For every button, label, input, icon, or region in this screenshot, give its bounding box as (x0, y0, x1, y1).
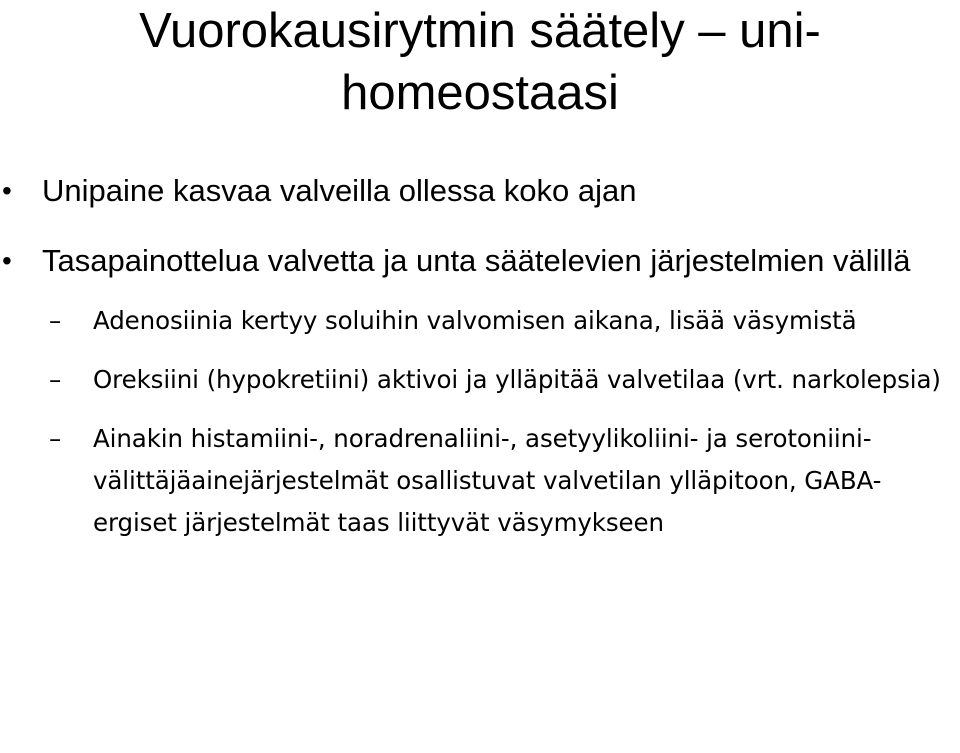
sub-bullet-text: Oreksiini (hypokretiini) aktivoi ja ylläpitää valvetilaa (vrt. narkolepsia) (93, 365, 941, 394)
slide-title-line-1: Vuorokausirytmin säätely – uni- (139, 4, 821, 58)
sub-bullet-text: Adenosiinia kertyy soluihin valvomisen aikana, lisää väsymistä (93, 306, 857, 335)
bullet-text: Tasapainottelua valvetta ja unta säätelevien järjestelmien välillä (42, 243, 911, 278)
bullet-item (0, 240, 960, 282)
dash-icon: – (49, 306, 62, 335)
bullet-text: Unipaine kasvaa valveilla ollessa koko ajan (42, 173, 637, 208)
dash-icon: – (49, 365, 62, 394)
slide-title (0, 0, 960, 124)
sub-bullet-text: Ainakin histamiini-, noradrenaliini-, asetyylikoliini- ja serotoniini-välittäjäainejärjestelmät osallistuvat valvetilan ylläpitoon, GABA-ergiset järjestelmät taas liittyvät väsymykseen (93, 424, 882, 537)
sub-bullet-item (0, 359, 960, 401)
bullet-item (0, 170, 960, 212)
slide-content (0, 150, 960, 544)
bullet-dot-icon: • (2, 175, 12, 206)
dash-icon: – (49, 424, 62, 453)
slide-title-line-2: homeostaasi (341, 66, 619, 120)
sub-bullet-item (0, 418, 960, 544)
bullet-dot-icon: • (2, 245, 12, 276)
sub-bullet-item (0, 300, 960, 342)
